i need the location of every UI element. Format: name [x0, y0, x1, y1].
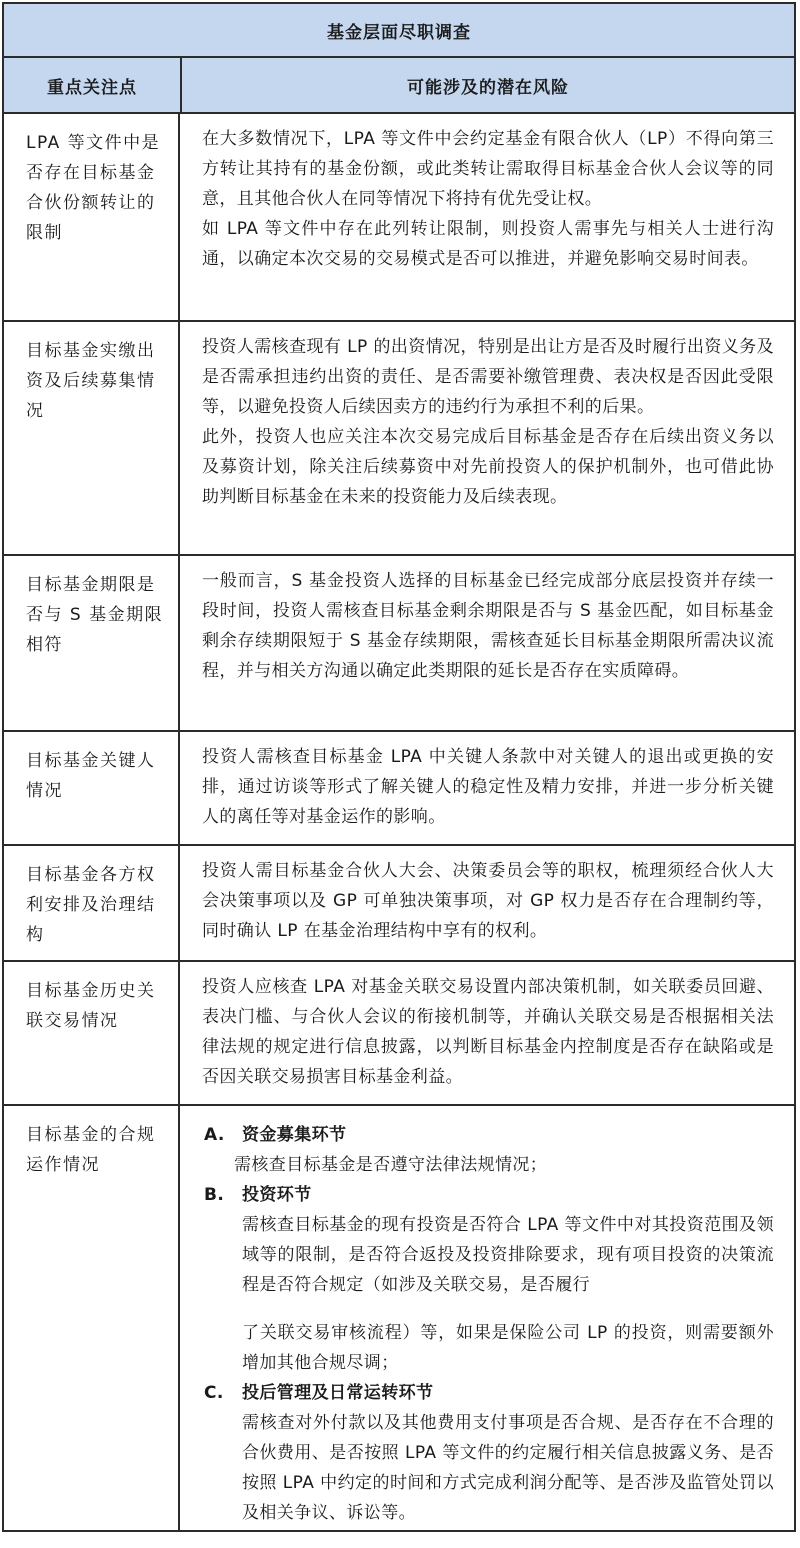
table-row	[2, 556, 796, 732]
risk-cell	[180, 556, 794, 730]
table-row	[2, 846, 796, 962]
section-title: 投资环节	[242, 1185, 312, 1205]
section-body: 需核查目标基金的现有投资是否符合 LPA 等文件中对其投资范围及领域等的限制，是否符合返投及投资排除要求，现有项目投资的决策流程是否符合规定（如涉及关联交易，是否履行	[242, 1215, 774, 1295]
risk-paragraph: 在大多数情况下，LPA 等文件中会约定基金有限合伙人（LP）不得向第三方转让其持有的基金份额，或此类转让需取得目标基金合伙人会议等的同意，且其他合伙人在同等情况下将持有优先受让权。	[202, 129, 774, 209]
risk-cell	[180, 732, 794, 844]
risk-cell	[180, 1106, 794, 1530]
focus-cell: 目标基金历史关联交易情况	[4, 962, 180, 1104]
section-letter: C.	[204, 1383, 224, 1403]
page-break-gap	[204, 1300, 774, 1318]
table-row	[2, 1106, 796, 1532]
focus-cell: LPA 等文件中是否存在目标基金合伙份额转让的限制	[4, 114, 180, 320]
section-letter: A.	[204, 1125, 225, 1145]
risk-paragraph: 一般而言，S 基金投资人选择的目标基金已经完成部分底层投资并存续一段时间，投资人需核查目标基金剩余期限是否与 S 基金匹配，如目标基金剩余存续期限短于 S 基金存续期限，需核查延长目标基金期限所需决议流程，并与相关方沟通以确定此类期限的延长是否存在实质障碍。	[202, 571, 774, 681]
column-header-focus: 重点关注点	[4, 58, 182, 112]
risk-paragraph: 此外，投资人也应关注本次交易完成后目标基金是否存在后续出资义务以及募资计划，除关注后续募资中对先前投资人的保护机制外，也可借此协助判断目标基金在未来的投资能力及后续表现。	[202, 427, 774, 507]
section-heading-c	[204, 1378, 774, 1408]
risk-cell	[180, 962, 794, 1104]
section-body: 需核查对外付款以及其他费用支付事项是否合规、是否存在不合理的合伙费用、是否按照 LPA 等文件的约定履行相关信息披露义务、是否按照 LPA 中约定的时间和方式完成利润分配等、是否涉及监管处罚以及相关争议、诉讼等。	[242, 1413, 774, 1523]
risk-cell	[180, 114, 794, 320]
focus-cell: 目标基金期限是否与 S 基金期限相符	[4, 556, 180, 730]
focus-cell: 目标基金的合规运作情况	[4, 1106, 180, 1530]
table-header	[2, 58, 796, 114]
risk-paragraph: 投资人需目标基金合伙人大会、决策委员会等的职权，梳理须经合伙人大会决策事项以及 GP 可单独决策事项，对 GP 权力是否存在合理制约等，同时确认 LP 在基金治理结构中享有的权利。	[202, 861, 774, 941]
section-body-continued: 了关联交易审核流程）等，如果是保险公司 LP 的投资，则需要额外增加其他合规尽调；	[242, 1323, 774, 1373]
risk-paragraph: 投资人应核查 LPA 对基金关联交易设置内部决策机制，如关联委员回避、表决门槛、与合伙人会议的衔接机制等，并确认关联交易是否根据相关法律法规的规定进行信息披露，以判断目标基金内控制度是否存在缺陷或是否因关联交易损害目标基金利益。	[202, 977, 774, 1087]
risk-paragraph: 如 LPA 等文件中存在此列转让限制，则投资人需事先与相关人士进行沟通，以确定本次交易的交易模式是否可以推进，并避免影响交易时间表。	[202, 219, 774, 269]
risk-cell	[180, 322, 794, 554]
section-body: 需核查目标基金是否遵守法律法规情况；	[234, 1155, 548, 1175]
table-row	[2, 962, 796, 1106]
table-title: 基金层面尽职调查	[2, 2, 796, 58]
risk-paragraph: 投资人需核查现有 LP 的出资情况，特别是出让方是否及时履行出资义务及是否需承担违约出资的责任、是否需要补缴管理费、表决权是否因此受限等，以避免投资人后续因卖方的违约行为承担不利的后果。	[202, 337, 774, 417]
focus-cell: 目标基金实缴出资及后续募集情况	[4, 322, 180, 554]
section-letter: B.	[204, 1185, 225, 1205]
column-header-risk: 可能涉及的潜在风险	[407, 77, 569, 98]
table-row	[2, 732, 796, 846]
section-title: 投后管理及日常运转环节	[242, 1383, 434, 1403]
risk-paragraph: 投资人需核查目标基金 LPA 中关键人条款中对关键人的退出或更换的安排，通过访谈等形式了解关键人的稳定性及精力安排，并进一步分析关键人的离任等对基金运作的影响。	[202, 747, 774, 827]
table-row	[2, 114, 796, 322]
section-heading-a	[204, 1120, 774, 1150]
focus-cell: 目标基金关键人情况	[4, 732, 180, 844]
risk-cell	[180, 846, 794, 960]
section-title: 资金募集环节	[242, 1125, 347, 1145]
focus-cell: 目标基金各方权利安排及治理结构	[4, 846, 180, 960]
table-row	[2, 322, 796, 556]
section-heading-b	[204, 1180, 774, 1210]
